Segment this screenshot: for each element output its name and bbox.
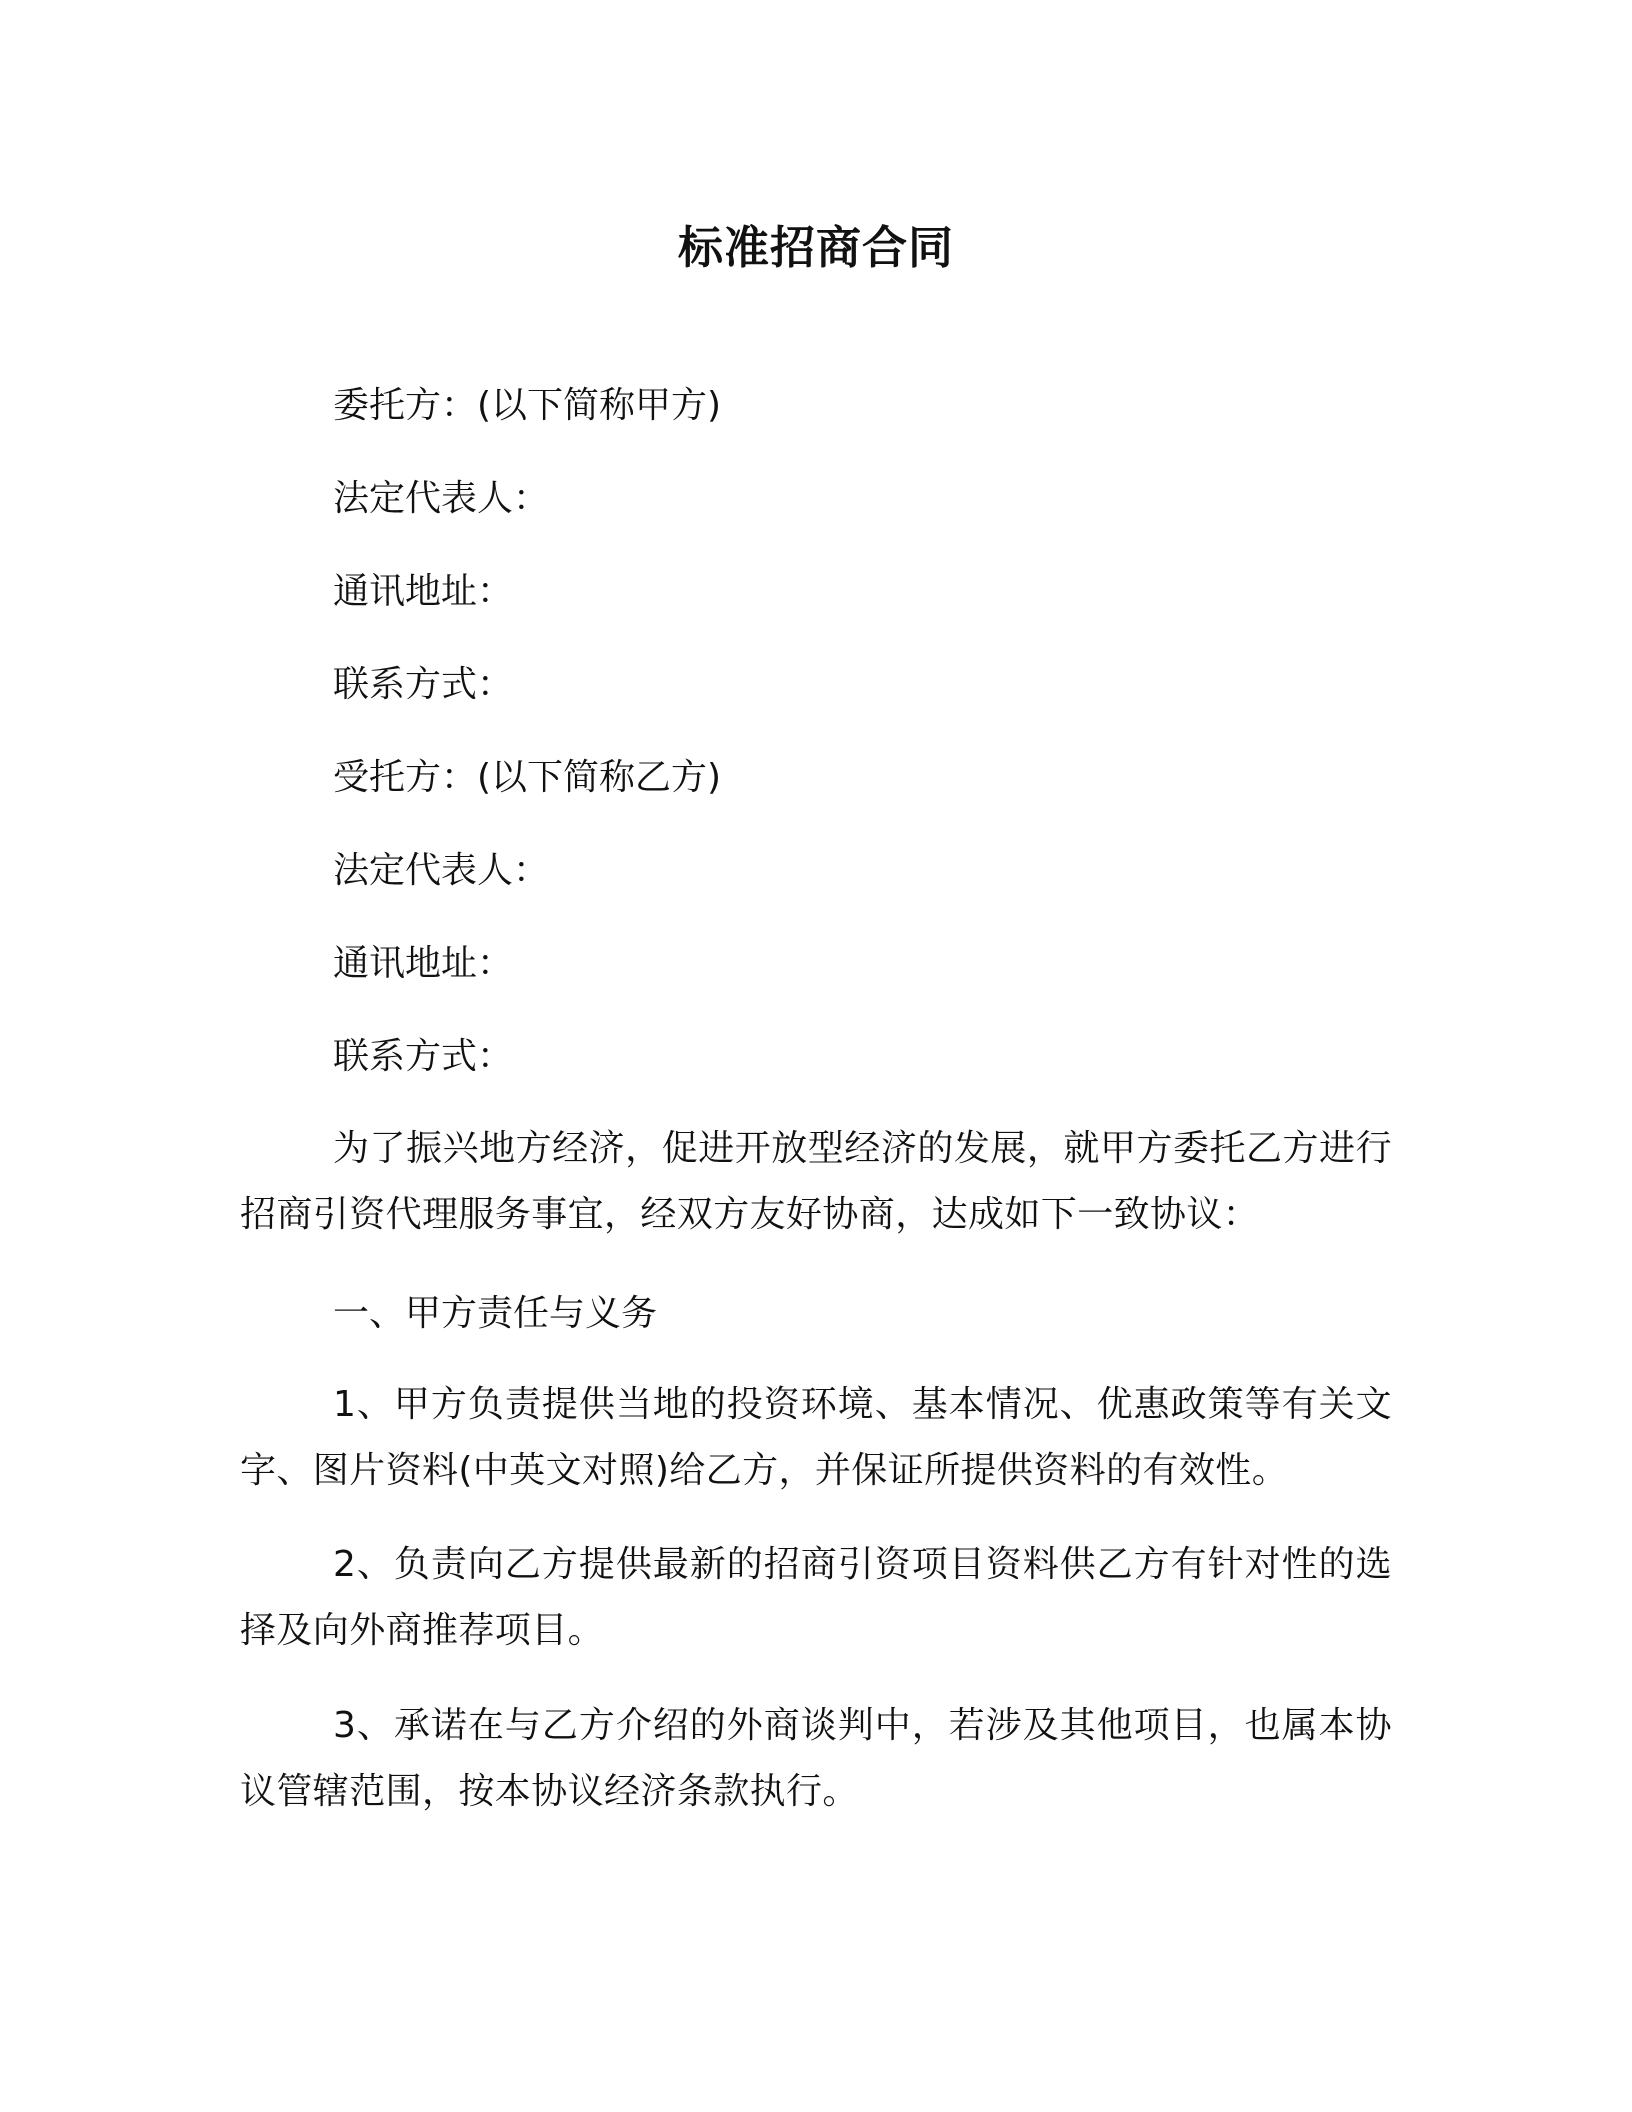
preamble-paragraph: 为了振兴地方经济，促进开放型经济的发展，就甲方委托乙方进行招商引资代理服务事宜，经双方友好协商，达成如下一致协议： (240, 1128, 1392, 1235)
party-b-representative: 法定代表人： (333, 850, 550, 891)
party-b-contact: 联系方式： (333, 1036, 514, 1077)
party-b-address: 通讯地址： (333, 943, 514, 984)
party-a-contact: 联系方式： (333, 664, 514, 705)
document-title: 标准招商合同 (677, 221, 954, 274)
clause-2: 2、负责向乙方提供最新的招商引资项目资料供乙方有针对性的选择及向外商推荐项目。 (240, 1544, 1392, 1651)
clause-1: 1、甲方负责提供当地的投资环境、基本情况、优惠政策等有关文字、图片资料(中英文对照)给乙方，并保证所提供资料的有效性。 (240, 1384, 1392, 1491)
party-b-line: 受托方：(以下简称乙方) (333, 757, 722, 798)
party-a-address: 通讯地址： (333, 571, 514, 612)
party-a-representative: 法定代表人： (333, 478, 550, 519)
clause-3: 3、承诺在与乙方介绍的外商谈判中，若涉及其他项目，也属本协议管辖范围，按本协议经济条款执行。 (240, 1705, 1392, 1812)
party-a-line: 委托方：(以下简称甲方) (333, 385, 722, 426)
section-heading: 一、甲方责任与义务 (333, 1293, 658, 1334)
